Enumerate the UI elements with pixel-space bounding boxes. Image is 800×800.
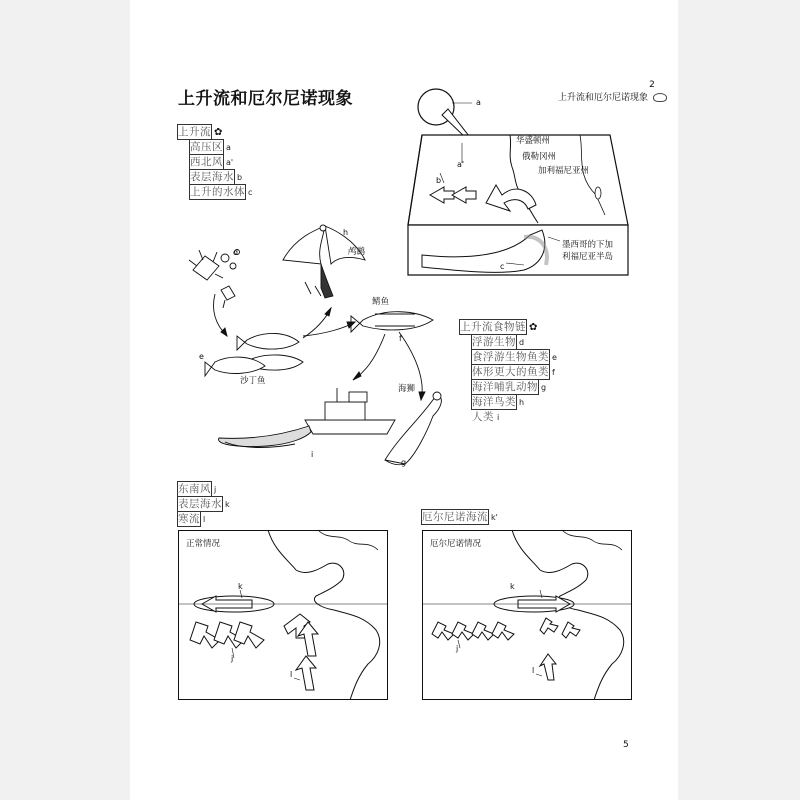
elnino-map-title: 厄尔尼诺情况 [430, 539, 482, 549]
letter-e: e [552, 353, 557, 362]
label-high-pressure: 高压区 [190, 141, 223, 153]
label-sea-lion: 海狮 [398, 384, 416, 394]
label-elnino-current: 厄尔尼诺海流 [422, 511, 488, 523]
letter-c: c [248, 188, 253, 197]
food-chain-illustration [175, 220, 435, 470]
label-cormorant: 鸬鹚 [348, 247, 366, 257]
letter-l: l [203, 515, 206, 524]
label-marine-mammals: 海洋哺乳动物 [472, 381, 538, 393]
flower-icon: ✿ [529, 322, 538, 333]
sea-lion-drawing [385, 392, 441, 465]
elnino-map-l: l [532, 666, 535, 675]
letter-a: a [226, 143, 231, 152]
upwelling-heading: 上升流 [178, 126, 211, 138]
map-letter-c: c [500, 262, 505, 271]
food-letter-d: d [233, 248, 239, 257]
normal-map-k: k [238, 582, 243, 591]
label-mackerel: 鲭鱼 [372, 297, 390, 307]
food-chain-label-list [460, 320, 557, 425]
elnino-map-k: k [510, 582, 515, 591]
letter-i: i [497, 413, 500, 422]
mackerel-drawing [351, 312, 433, 332]
label-humans: 人类 [472, 411, 494, 423]
letter-f: f [552, 368, 555, 377]
food-letter-g: g [401, 458, 407, 467]
chapter-number: 2 [649, 80, 655, 90]
map-letter-b: b [436, 176, 442, 185]
label-northwest-wind: 西北风 [190, 156, 223, 168]
page-title: 上升流和厄尔尼诺现象 [178, 89, 353, 109]
letter-a-prime: a' [226, 158, 234, 167]
label-washington: 华盛顿州 [516, 136, 551, 146]
food-letter-i: i [311, 450, 314, 459]
label-baja-2: 利福尼亚半岛 [562, 252, 614, 262]
fishing-boat-drawing [218, 388, 395, 448]
label-plankton: 浮游生物 [472, 336, 516, 348]
food-letter-h: h [343, 228, 349, 237]
label-sardine: 沙丁鱼 [240, 376, 266, 386]
map-letter-a: a [476, 98, 481, 107]
food-chain-heading: 上升流食物链 [460, 321, 526, 333]
label-cold-current: 寒流 [178, 513, 200, 525]
cormorant-drawing [283, 225, 365, 298]
normal-conditions-map [178, 530, 388, 700]
food-letter-f: f [399, 334, 402, 343]
normal-map-j: j [231, 654, 234, 663]
letter-k: k [225, 500, 230, 509]
elnino-current-label [422, 510, 498, 525]
book-page [130, 0, 678, 800]
letter-g: g [541, 383, 547, 392]
shell-icon [653, 93, 667, 102]
label-california: 加利福尼亚州 [538, 166, 590, 176]
letter-k-prime: k' [491, 513, 498, 522]
label-plankton-eating-fish: 食浮游生物鱼类 [472, 351, 549, 363]
label-southeast-wind: 东南风 [178, 483, 211, 495]
elnino-conditions-map [422, 530, 632, 700]
label-oregon: 俄勒冈州 [522, 152, 557, 162]
chapter-name: 上升流和厄尔尼诺现象 [558, 93, 649, 103]
food-letter-e: e [199, 352, 204, 361]
label-surface-seawater: 表层海水 [178, 498, 222, 510]
label-larger-fish: 体形更大的鱼类 [472, 366, 549, 378]
flower-icon: ✿ [214, 127, 223, 138]
map-letter-a-prime: a' [457, 160, 465, 169]
label-baja-1: 墨西哥的下加 [562, 240, 614, 250]
label-sea-birds: 海洋鸟类 [472, 396, 516, 408]
elnino-label-list [178, 482, 230, 527]
letter-d: d [519, 338, 525, 347]
normal-map-l: l [290, 670, 293, 679]
label-rising-water: 上升的水体 [190, 186, 245, 198]
label-surface-water: 表层海水 [190, 171, 234, 183]
sardine-drawing [205, 333, 303, 376]
letter-b: b [237, 173, 243, 182]
elnino-map-j: j [456, 644, 459, 653]
letter-j: j [214, 485, 217, 494]
normal-map-title: 正常情况 [186, 539, 221, 549]
page-number: 5 [623, 740, 629, 750]
upwelling-label-list [178, 125, 252, 200]
letter-h: h [519, 398, 525, 407]
